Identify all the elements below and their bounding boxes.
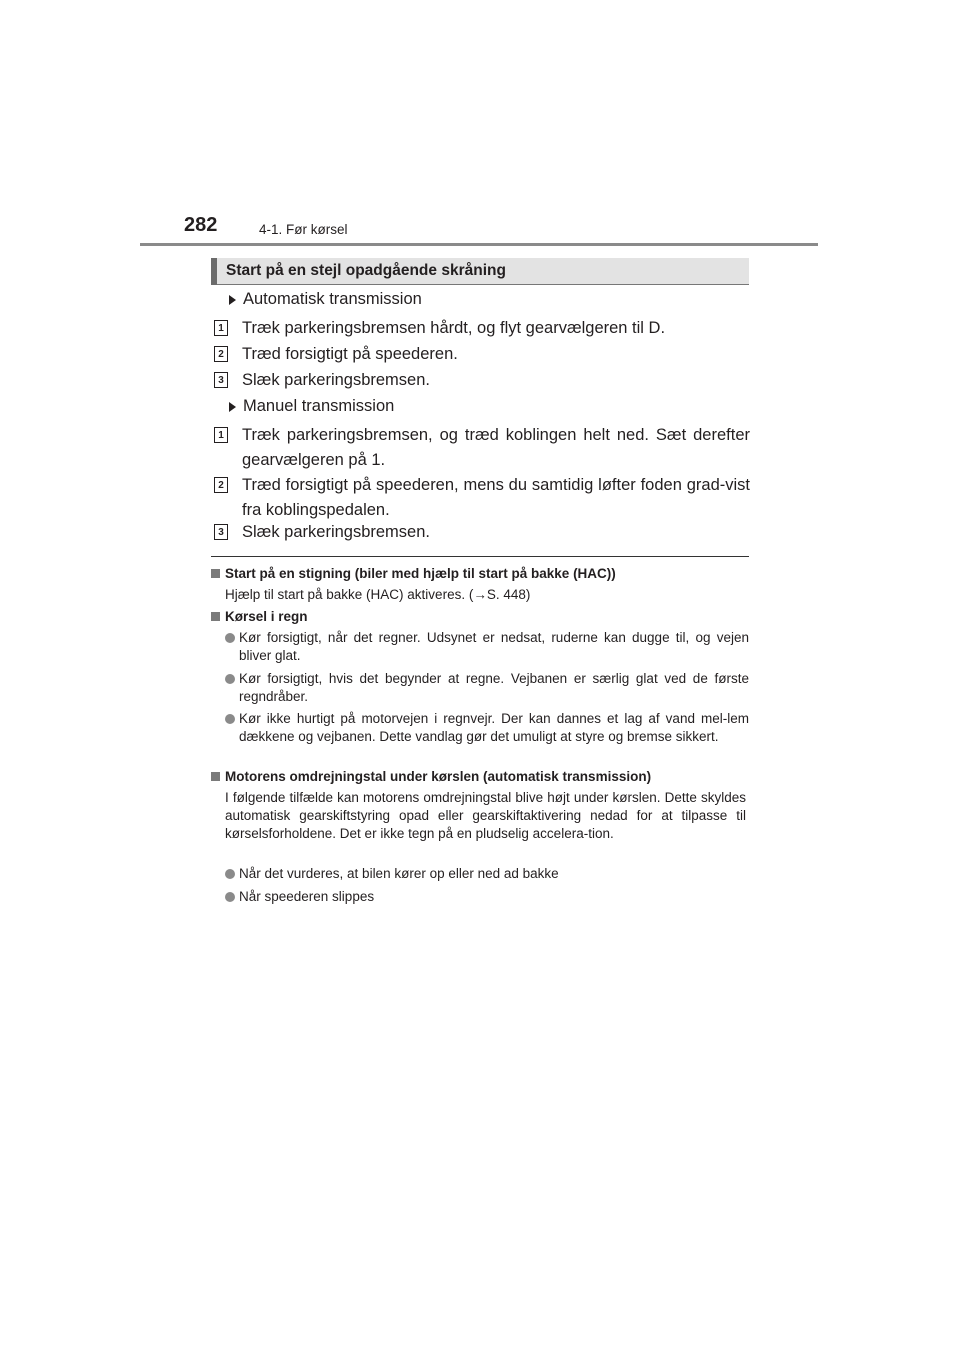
square-bullet-icon (211, 569, 220, 578)
bullet-text: Kør forsigtigt, når det regner. Udsynet er nedsat, ruderne kan dugge til, og vejen bliver glat. (239, 630, 749, 663)
step-text: Træd forsigtigt på speederen, mens du samtidig løfter foden grad-vist fra koblingspedalen. (242, 476, 750, 519)
bullet-text: Kør ikke hurtigt på motorvejen i regnvejr. Der kan dannes et lag af vand mel-lem dækkene og vejbanen. Dette vandlag gør det umuligt at styre og bremse sikkert. (239, 711, 749, 744)
step-text: Træk parkeringsbremsen hårdt, og flyt gearvælgeren til D. (242, 319, 666, 337)
note-head-rain-label: Kørsel i regn (225, 609, 308, 624)
heading-title: Start på en stejl opadgående skråning (226, 262, 506, 279)
auto-step-3 (214, 368, 750, 393)
triangle-icon (229, 295, 236, 305)
note-hac-text: Hjælp til start på bakke (HAC) aktiveres. (→S. 448) (225, 587, 531, 602)
bullet-text: Kør forsigtigt, hvis det begynder at regne. Vejbanen er særlig glat ved de første regndråber. (239, 671, 749, 704)
round-bullet-icon (225, 714, 235, 724)
step-text: Slæk parkeringsbremsen. (242, 523, 430, 541)
manual-step-1 (214, 423, 750, 473)
subhead-manual (229, 397, 394, 416)
step-text: Træk parkeringsbremsen, og træd koblingen helt ned. Sæt derefter gearvælgeren på 1. (242, 426, 750, 469)
round-bullet-icon (225, 869, 235, 879)
square-bullet-icon (211, 772, 220, 781)
step-number-badge: 1 (214, 427, 228, 443)
page-number: 282 (184, 214, 218, 236)
note-rpm-text: I følgende tilfælde kan motorens omdrejningstal blive højt under kørslen. Dette skyldes automatisk gearskiftstyring opad eller gearskiftaktivering nedad for at tilpasse til kørselsforholdene. Det er ikke tegn på en pludselig accelera-tion. (225, 790, 746, 841)
heading-accent (211, 258, 217, 285)
manual-step-2 (214, 473, 750, 523)
rain-bullet-2 (225, 670, 749, 706)
round-bullet-icon (225, 892, 235, 902)
step-number-badge: 3 (214, 372, 228, 388)
heading-bar (211, 258, 749, 285)
step-number-badge: 3 (214, 524, 228, 540)
round-bullet-icon (225, 633, 235, 643)
note-head-rpm (211, 769, 749, 784)
bullet-text: Når det vurderes, at bilen kører op eller ned ad bakke (239, 866, 559, 881)
auto-step-1 (214, 316, 750, 341)
step-number-badge: 2 (214, 477, 228, 493)
section-divider (211, 556, 749, 557)
square-bullet-icon (211, 612, 220, 621)
note-head-hac-label: Start på en stigning (biler med hjælp til start på bakke (HAC)) (225, 566, 616, 581)
header-rule (140, 243, 818, 246)
auto-step-2 (214, 342, 750, 367)
subhead-automatic (229, 290, 422, 309)
note-head-rpm-label: Motorens omdrejningstal under kørslen (automatisk transmission) (225, 769, 652, 784)
rpm-bullet-1 (225, 865, 749, 883)
rain-bullet-3 (225, 710, 749, 746)
rpm-bullet-2 (225, 888, 749, 906)
note-head-rain (211, 609, 749, 624)
manual-step-3 (214, 520, 750, 545)
round-bullet-icon (225, 674, 235, 684)
subhead-automatic-label: Automatisk transmission (243, 290, 422, 308)
bullet-text: Når speederen slippes (239, 889, 375, 904)
rain-bullet-1 (225, 629, 749, 665)
step-number-badge: 2 (214, 346, 228, 362)
subhead-manual-label: Manuel transmission (243, 397, 395, 415)
step-text: Slæk parkeringsbremsen. (242, 371, 430, 389)
note-head-hac (211, 566, 749, 581)
triangle-icon (229, 402, 236, 412)
step-number-badge: 1 (214, 320, 228, 336)
section-title: 4-1. Før kørsel (259, 222, 348, 237)
step-text: Træd forsigtigt på speederen. (242, 345, 458, 363)
